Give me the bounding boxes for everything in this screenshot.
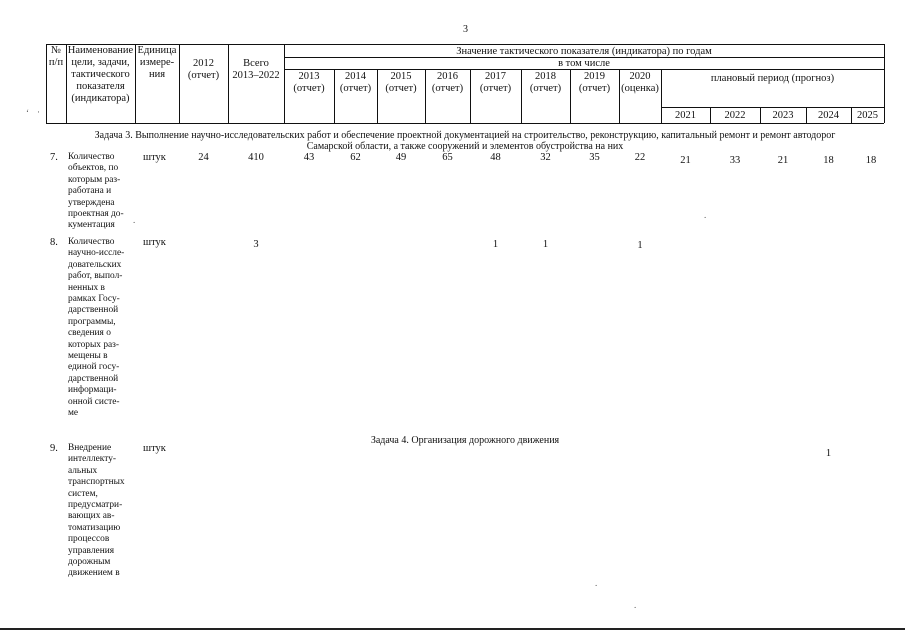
row-7-number: 7.	[50, 152, 58, 163]
scan-bottom-edge	[0, 628, 905, 630]
header-total: Всего 2013–2022	[232, 58, 280, 81]
row-9-unit: штук	[143, 443, 166, 454]
row-9-name: Внедрение интеллекту- альных транспортных систем, предусматри- вающих ав- томатизацию процессов управления дорожным движением в	[68, 443, 125, 579]
header-year-2025: 2025	[857, 110, 878, 121]
row-7-2015: 49	[395, 152, 407, 163]
row-7-2014: 62	[350, 152, 361, 163]
col-divider	[179, 44, 180, 123]
row-7-2024: 18	[823, 155, 834, 166]
header-year-2018: 2018 (отчет)	[529, 71, 562, 94]
row-8-2017: 1	[492, 239, 499, 250]
header-main-caption: Значение тактического показателя (индикатора) по годам	[456, 46, 712, 57]
header-year-2017: 2017 (отчет)	[479, 71, 512, 94]
header-year-2020: 2020 (оценка)	[621, 71, 659, 94]
scan-speck: ‘	[26, 108, 29, 118]
header-including: в том числе	[558, 58, 610, 69]
row-7-2025: 18	[865, 155, 877, 166]
row-9-2024: 1	[825, 448, 832, 459]
row-8-name: Количество научно-иссле- довательских работ, выпол- ненных в рамках Госу- дарственной программы, сведения о которых раз- мещены в единой госу- дарственной информаци- онной систе- ме	[68, 237, 125, 419]
table-right-border	[884, 44, 885, 123]
header-bottom-border	[46, 123, 884, 124]
row-7-unit: штук	[143, 152, 166, 163]
header-year-2014: 2014 (отчет)	[339, 71, 372, 94]
row-7-2016: 65	[442, 152, 453, 163]
header-year-2023: 2023	[772, 110, 794, 121]
row-8-number: 8.	[50, 237, 58, 248]
row-7-2022: 33	[729, 155, 741, 166]
row-7-2018: 32	[540, 152, 551, 163]
header-year-2013: 2013 (отчет)	[293, 71, 325, 94]
task-3-heading: Задача 3. Выполнение научно-исследовательских работ и обеспечение проектной документацией на строительство, реконструкцию, капитальный ремонт и ремонт автодорог Самарской области, а также сооружений и элементов обустройства на них	[94, 130, 836, 152]
row-7-2023: 21	[777, 155, 789, 166]
scan-speck: .	[704, 210, 707, 220]
row-8-unit: штук	[143, 237, 166, 248]
header-year-2019: 2019 (отчет)	[578, 71, 611, 94]
row-8-2020: 1	[637, 240, 643, 251]
row-8-2018: 1	[542, 239, 549, 250]
header-name: Наименование цели, задачи, тактического показателя (индикатора)	[67, 45, 134, 104]
task-4-heading: Задача 4. Организация дорожного движения	[370, 435, 560, 446]
header-year-2021: 2021	[675, 110, 696, 121]
scan-speck: .	[634, 600, 637, 610]
header-year-2015: 2015 (отчет)	[385, 71, 417, 94]
row-7-2012: 24	[198, 152, 209, 163]
row-7-2017: 48	[490, 152, 501, 163]
row-7-2013: 43	[303, 152, 315, 163]
header-year-2022: 2022	[724, 110, 746, 121]
scan-speck: .	[595, 578, 598, 588]
header-planned: плановый период (прогноз)	[710, 73, 835, 84]
row-7-2019: 35	[589, 152, 600, 163]
row-7-total: 410	[248, 152, 264, 163]
header-year-2024: 2024	[818, 110, 839, 121]
page-number: 3	[463, 24, 468, 35]
row-9-number: 9.	[50, 443, 58, 454]
header-unit: Единица измере- ния	[137, 45, 177, 80]
header-year-2016: 2016 (отчет)	[431, 71, 464, 94]
col-divider	[228, 44, 229, 123]
row-7-2021: 21	[680, 155, 691, 166]
header-2012: 2012 (отчет)	[187, 58, 220, 81]
scan-speck: ·	[37, 107, 40, 117]
row-8-total: 3	[253, 239, 259, 250]
row-7-2020: 22	[634, 152, 646, 163]
scan-speck: .	[133, 215, 136, 225]
header-num: № п/п	[48, 45, 64, 68]
row-7-name: Количество объектов, по которым раз- работана и утверждена проектная до- кументация	[68, 152, 124, 231]
